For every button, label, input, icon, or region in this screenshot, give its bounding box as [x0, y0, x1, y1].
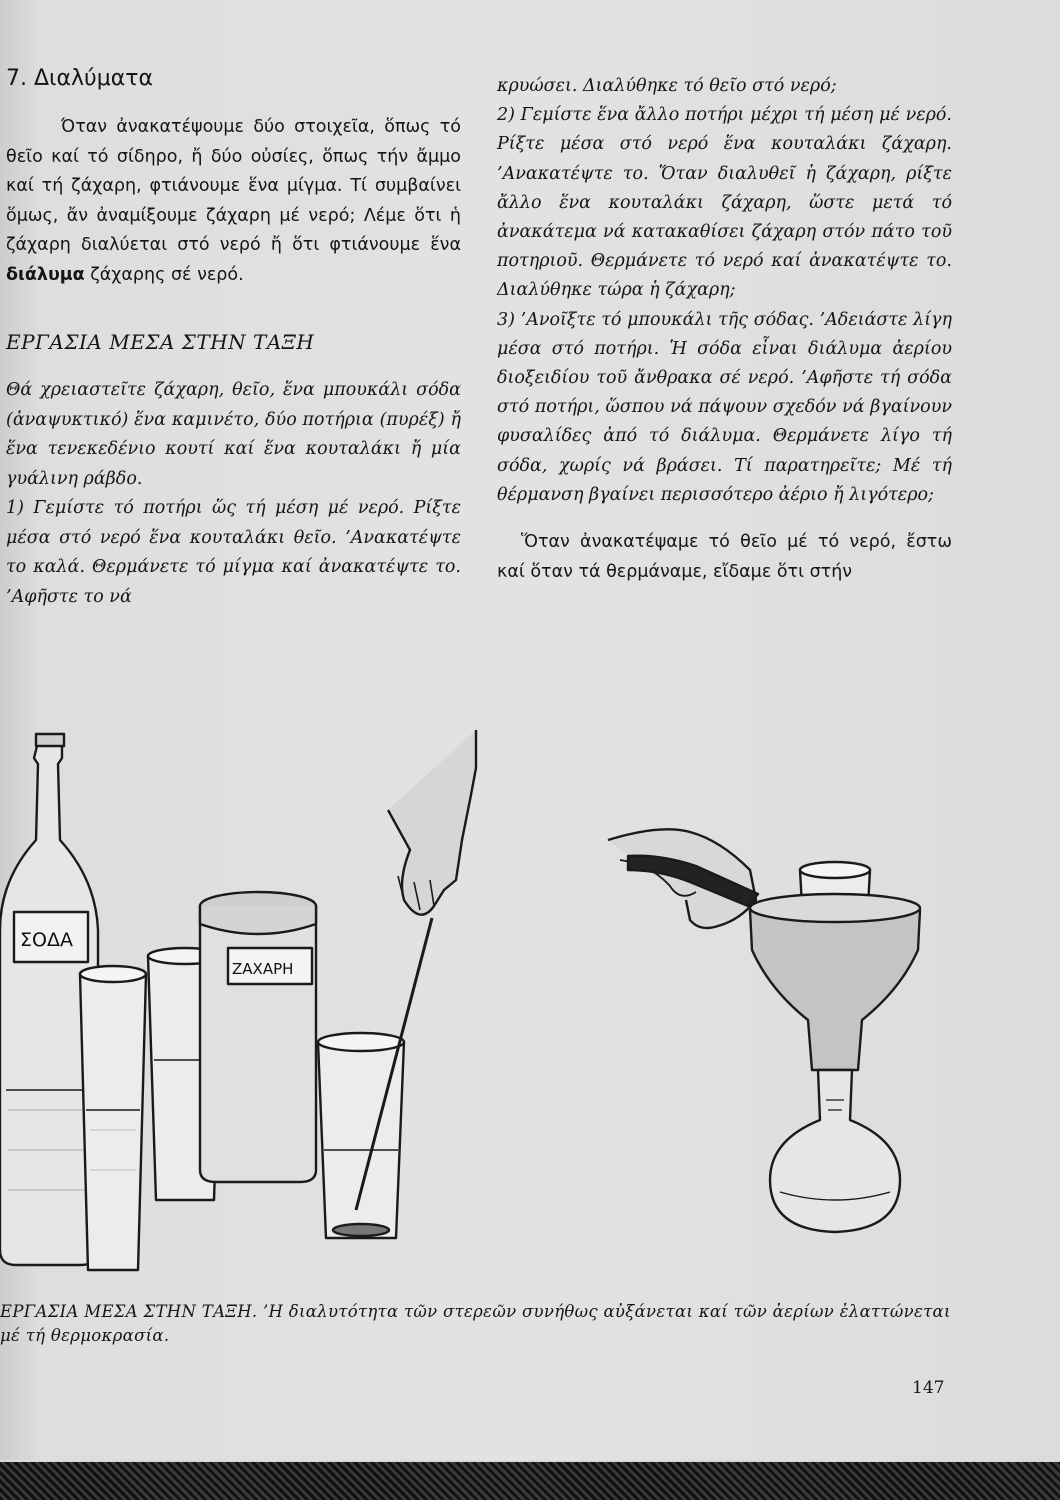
section-title: 7. Διαλύματα	[6, 66, 153, 91]
scan-background-edge	[0, 1462, 1060, 1500]
left-column	[6, 66, 461, 612]
sugar-jar-drawing	[200, 892, 316, 1182]
step-1-continuation: κρυώσει. Διαλύθηκε τό θεῖο στό νερό;	[497, 76, 837, 96]
stirring-glass-drawing	[318, 1033, 404, 1238]
right-column	[497, 72, 952, 587]
bottle-label: ΣΟΔΑ	[20, 929, 73, 951]
intro-text-1: Όταν ἀνακατέψουμε δύο στοιχεῖα, ὅπως τό θεῖο καί τό σίδηρο, ἤ δύο οὐσίες, ὅπως τήν ἄμμο καί τή ζάχαρη, φτιάνουμε ἕνα μίγμα. Τί συμβαίνει ὅμως, ἄν ἀναμίξουμε ζάχαρη μέ νερό; Λέμε ὅτι ἡ ζάχαρη διαλύεται στό νερό ἤ ὅτι φτιάνουμε ἕνα	[6, 117, 461, 255]
pot-drawing	[750, 901, 920, 1070]
figure-caption: ΕΡΓΑΣΙΑ ΜΕΣΑ ΣΤΗΝ ΤΑΞΗ. ’Η διαλυτότητα τῶν στερεῶν συνήθως αὐξάνεται καί τῶν ἀερίων ἐλαττώνεται μέ τή θερμοκρασία.	[0, 1302, 951, 1345]
glass-drawing	[80, 966, 146, 1270]
right-illustration	[600, 800, 1000, 1250]
step-2-paragraph: 2) Γεμίστε ἕνα ἄλλο ποτήρι μέχρι τή μέση μέ νερό. Ρίξτε μέσα στό νερό ἕνα κουταλάκι ζάχαρη. ’Ανακατέψτε το. Ὅταν διαλυθεῖ ἡ ζάχαρη, ρίξτε ἄλλο ἕνα κουταλάκι ζάχαρη, ὥστε μετά τό ἀνακάτεμα νά κατακαθίσει ζάχαρη στόν πάτο τοῦ ποτηριοῦ. Θερμάνετε τό νερό καί ἀνακατέψτε το. Διαλύθηκε τώρα ἡ ζάχαρη;	[497, 105, 952, 301]
intro-bold-term: διάλυμα	[6, 264, 85, 285]
flask-drawing	[770, 1070, 900, 1232]
step-3-paragraph: 3) ’Ανοῖξτε τό μπουκάλι τῆς σόδας. ’Αδειάστε λίγη μέσα στό ποτήρι. Ἡ σόδα εἶναι διάλυμα ἀερίου διοξειδίου τοῦ ἄνθρακα σέ νερό. ’Αφῆστε τή σόδα στό ποτήρι, ὥσπου νά πάψουν σχεδόν νά βγαίνουν φυσαλίδες ἀπό τό διάλυμα. Θερμάνετε λίγο τή σόδα, χωρίς νά βράσει. Τί παρατηρεῖτε; Μέ τή θέρμανση βγαίνει περισσότερο ἀέριο ἤ λιγότερο;	[497, 309, 952, 505]
materials-paragraph: Θά χρειαστεῖτε ζάχαρη, θεῖο, ἕνα μπουκάλι σόδα (ἀναψυκτικό) ἕνα καμινέτο, δύο ποτήρια (πυρέξ) ἤ ἕνα τενεκεδένιο κουτί καί ἕνα κουταλάκι ἤ μία γυάλινη ράβδο.	[6, 380, 461, 489]
intro-paragraph	[6, 113, 461, 290]
step-1-paragraph: 1) Γεμίστε τό ποτήρι ὥς τή μέση μέ νερό. Ρίξτε μέσα στό νερό ἕνα κουταλάκι θεῖο. ’Ανακατέψτε το καλά. Θερμάνετε τό μίγμα καί ἀνακατέψτε το. ’Αφῆστε το νά	[6, 498, 461, 607]
jar-label: ΖΑΧΑΡΗ	[232, 960, 294, 978]
activity-heading: ΕΡΓΑΣΙΑ ΜΕΣΑ ΣΤΗΝ ΤΑΞΗ	[6, 330, 315, 354]
page-number: 147	[912, 1378, 945, 1398]
conclusion-paragraph: Ὅταν ἀνακατέψαμε τό θεῖο μέ τό νερό, ἔστω καί ὅταν τά θερμάναμε, εἴδαμε ὅτι στήν	[497, 532, 952, 582]
left-illustration	[0, 730, 480, 1290]
intro-text-2: ζάχαρης σέ νερό.	[84, 264, 244, 285]
